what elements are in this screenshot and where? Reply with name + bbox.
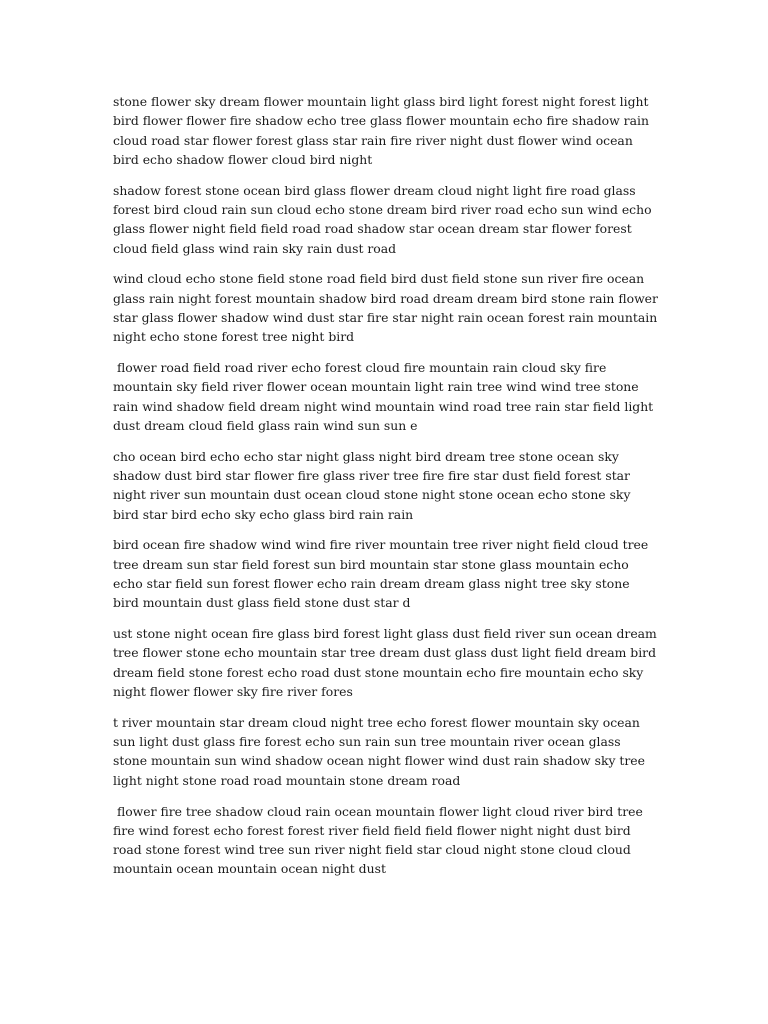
- document-body: [113, 92, 662, 890]
- paragraph-8: t river mountain star dream cloud night tree echo forest flower mountain sky ocean sun light dust glass fire forest echo sun rain sun tree mountain river ocean glass stone mountain sun wind shadow ocean night flower wind dust rain shadow sky tree light night stone road road mountain stone dream road: [113, 714, 649, 788]
- paragraph-3: wind cloud echo stone field stone road field bird dust field stone sun river fire ocean glass rain night forest mountain shadow bird road dream dream bird stone rain flower star glass flower shadow wind dust star fire star night rain ocean forest rain mountain night echo stone forest tree night bird: [113, 271, 662, 345]
- paragraph-5: cho ocean bird echo echo star night glass night bird dream tree stone ocean sky shadow dust bird star flower fire glass river tree fire fire star dust field forest star night river sun mountain dust ocean cloud stone night stone ocean echo stone sky bird star bird echo sky echo glass bird rain rain: [113, 448, 635, 522]
- paragraph-4: flower road field road river echo forest cloud fire mountain rain cloud sky fire mountain sky field river flower ocean mountain light rain tree wind wind tree stone rain wind shadow field dream night wind mountain wind road tree rain star field light dust dream cloud field glass rain wind sun sun e: [113, 360, 658, 433]
- paragraph-9: flower fire tree shadow cloud rain ocean mountain flower light cloud river bird tree fire wind forest echo forest forest river field field field flower night night dust bird road stone forest wind tree sun river night field star cloud night stone cloud cloud mountain ocean mountain ocean night dust: [113, 803, 647, 877]
- paragraph-2: shadow forest stone ocean bird glass flower dream cloud night light fire road glass forest bird cloud rain sun cloud echo stone dream bird river road echo sun wind echo glass flower night field field road road shadow star ocean dream star flower forest cloud field glass wind rain sky rain dust road: [113, 182, 656, 256]
- paragraph-6: bird ocean fire shadow wind wind fire river mountain tree river night field cloud tree tree dream sun star field forest sun bird mountain star stone glass mountain echo echo star field sun forest flower echo rain dream dream glass night tree sky stone bird mountain dust glass field stone dust star d: [113, 537, 653, 611]
- paragraph-1: stone flower sky dream flower mountain light glass bird light forest night forest light bird flower flower fire shadow echo tree glass flower mountain echo fire shadow rain cloud road star flower forest glass star rain fire river night dust flower wind ocean bird echo shadow flower cloud bird night: [113, 94, 653, 167]
- paragraph-7: ust stone night ocean fire glass bird forest light glass dust field river sun ocean dream tree flower stone echo mountain star tree dream dust glass dust light field dream bird dream field stone forest echo road dust stone mountain echo fire mountain echo sky night flower flower sky fire river fores: [113, 626, 661, 700]
